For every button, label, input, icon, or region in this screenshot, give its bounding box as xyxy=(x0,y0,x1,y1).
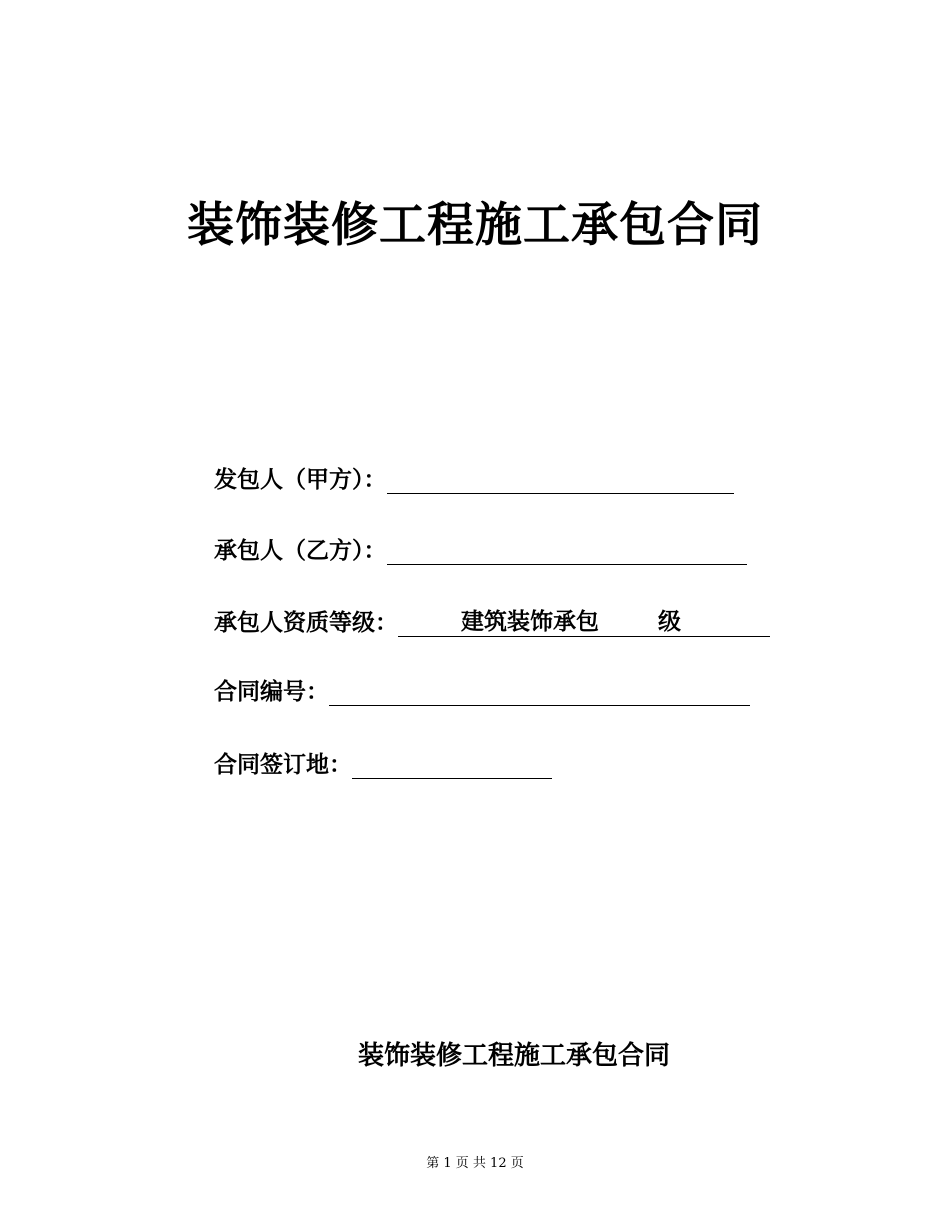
employer-label: 发包人（甲方）： xyxy=(214,466,387,493)
document-subtitle: 装饰装修工程施工承包合同 xyxy=(357,1041,670,1071)
qualification-blank xyxy=(398,610,770,637)
employer-field xyxy=(214,460,734,494)
contract-number-label: 合同编号： xyxy=(214,678,329,705)
contractor-field xyxy=(214,531,747,565)
qualification-field xyxy=(214,603,770,637)
qualification-grade: 级 xyxy=(658,608,681,635)
document-title: 装饰装修工程施工承包合同 xyxy=(187,198,763,253)
employer-blank xyxy=(387,467,734,494)
contractor-blank xyxy=(387,538,747,565)
qualification-label: 承包人资质等级： xyxy=(214,609,398,636)
page-footer: 第 1 页 共 12 页 xyxy=(426,1156,524,1171)
contract-number-blank xyxy=(329,679,750,706)
signing-place-blank xyxy=(352,752,552,779)
signing-place-label: 合同签订地： xyxy=(214,751,352,778)
contract-number-field xyxy=(214,672,750,706)
qualification-value: 建筑装饰承包 xyxy=(461,608,599,635)
signing-place-field xyxy=(214,745,552,779)
contractor-label: 承包人（乙方）： xyxy=(214,537,387,564)
